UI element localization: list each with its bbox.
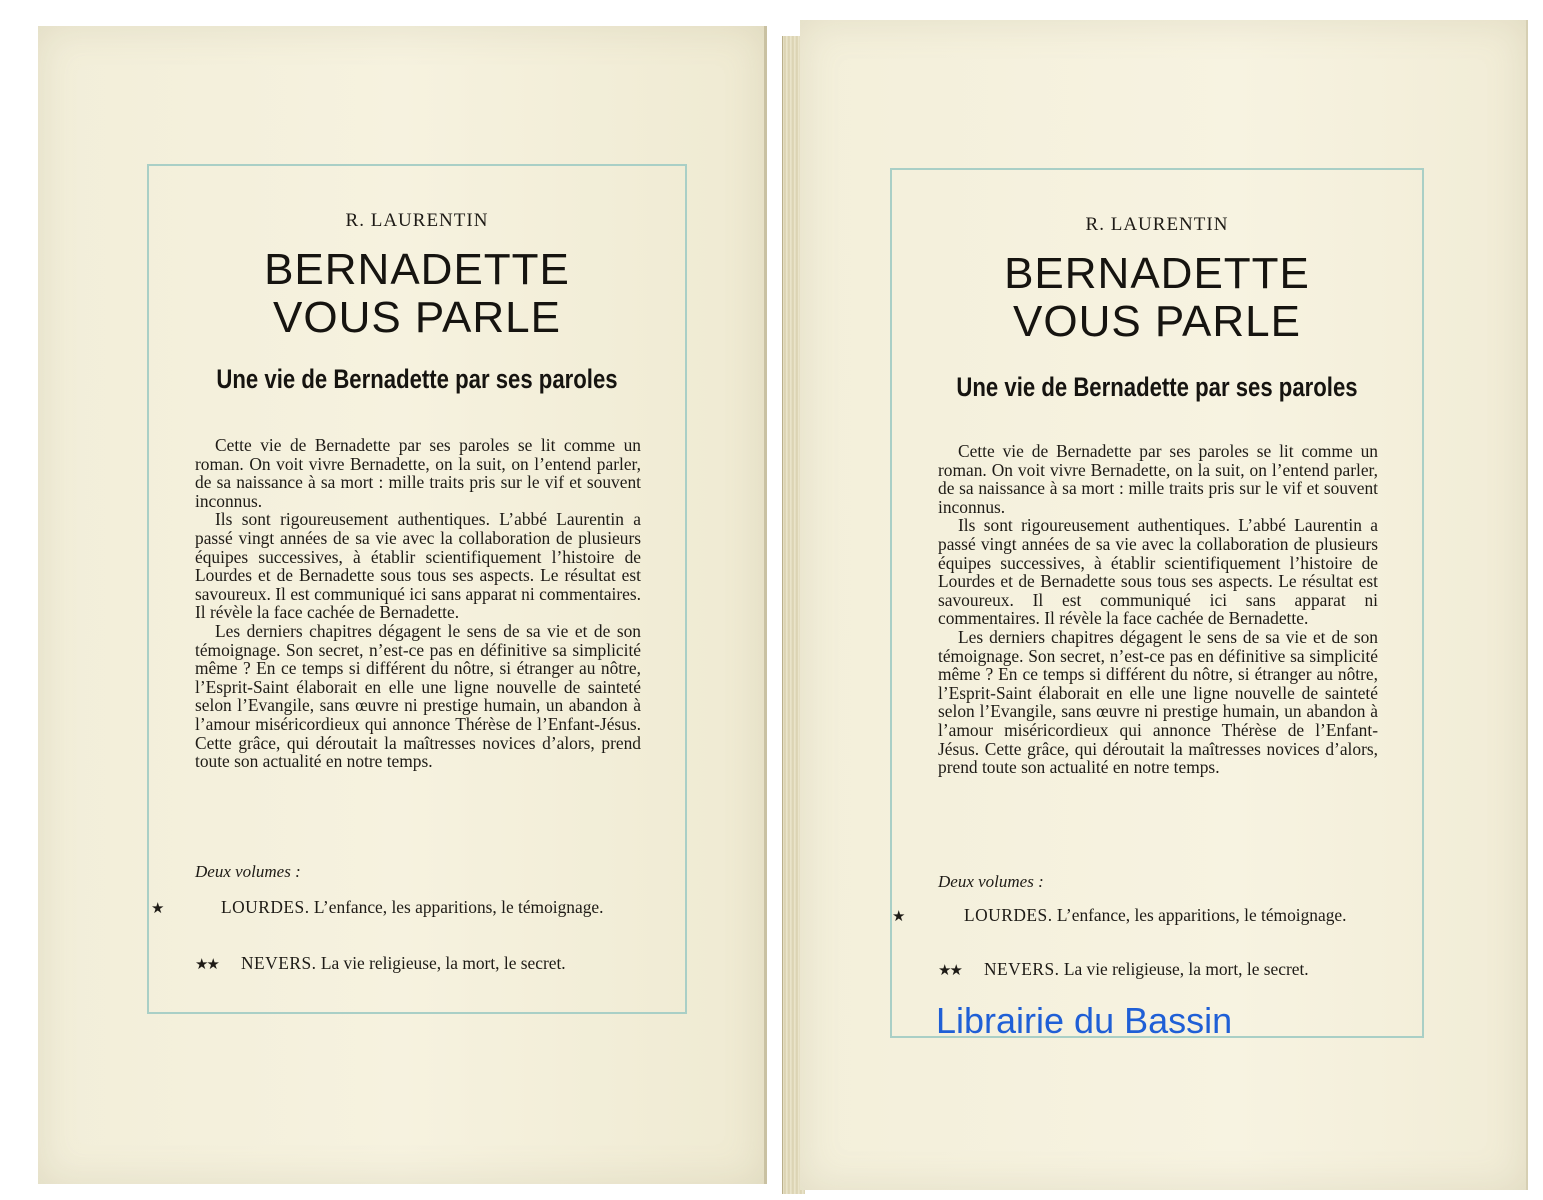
volume-name: LOURDES. [964, 905, 1053, 925]
right-cover-text-panel [890, 168, 1424, 1038]
blurb-paragraph: Ils sont rigoureusement authentiques. L’abbé Laurentin a passé vingt années de sa vie avec la collaboration de plusieurs équipes successives, à établir scientifiquement l’histoire de Lourdes et de Bernadette sous tous ses aspects. Le résultat est savoureux. Il est communiqué ici sans apparat ni commentaires. Il révèle la face cachée de Bernadette. [195, 509, 641, 623]
title-line-1: BERNADETTE [1004, 249, 1310, 298]
author-name: R. LAURENTIN [345, 210, 489, 231]
left-cover-text-panel [147, 164, 687, 1014]
blurb-paragraph: Les derniers chapitres dégagent le sens de sa vie et de son témoignage. Son secret, n’est-ce pas en définitive sa simplicité même ? En ce temps si différent du nôtre, si étranger au nôtre, l’Esprit-Saint élaborait en elle une ligne nouvelle de sainteté selon l’Evangile, sans œuvre ni prestige humain, un abandon à l’amour miséricordieux qui annonce Thérèse de l’Enfant-Jésus. Cette grâce, qui déroutait la maîtresses novices d’alors, prend toute son actualité en notre temps. [195, 620, 641, 772]
volume-description: La vie religieuse, la mort, le secret. [1063, 959, 1309, 979]
volume-name: NEVERS. [984, 959, 1060, 979]
book-title [892, 250, 1422, 346]
volume-description: La vie religieuse, la mort, le secret. [320, 953, 566, 973]
volume-description: L’enfance, les apparitions, le témoignage. [313, 897, 604, 917]
star-icon: ★ [151, 901, 165, 917]
blurb-paragraph: Les derniers chapitres dégagent le sens de sa vie et de son témoignage. Son secret, n’est-ce pas en définitive sa simplicité même ? En ce temps si différent du nôtre, si étranger au nôtre, l’Esprit-Saint élaborait en elle une ligne nouvelle de sainteté selon l’Evangile, sans œuvre ni prestige humain, un abandon à l’amour miséricordieux qui annonce Thérèse de l’Enfant-Jésus. Cette grâce, qui déroutait la maîtresses novices d’alors, prend toute son actualité en notre temps. [938, 626, 1378, 778]
volume-item [195, 954, 641, 975]
title-line-2: VOUS PARLE [273, 293, 561, 342]
blurb-paragraph: Ils sont rigoureusement authentiques. L’abbé Laurentin a passé vingt années de sa vie avec la collaboration de plusieurs équipes successives, à établir scientifiquement l’histoire de Lourdes et de Bernadette sous tous ses aspects. Le résultat est savoureux. Il est communiqué ici sans apparat ni commentaires. Il révèle la face cachée de Bernadette. [938, 515, 1378, 629]
book-subtitle: Une vie de Bernadette par ses paroles [956, 372, 1358, 402]
volume-item [892, 905, 1378, 927]
volume-description: L’enfance, les apparitions, le témoignage. [1056, 905, 1347, 925]
blurb-paragraph: Cette vie de Bernadette par ses paroles se lit comme un roman. On voit vivre Bernadette, on la suit, on l’entend parler, de sa naissance à sa mort : mille traits pris sur le vif et souvent inconnus. [195, 435, 641, 511]
volume-name: LOURDES. [221, 897, 310, 917]
star-icon: ★★ [195, 957, 218, 973]
title-line-1: BERNADETTE [264, 245, 570, 294]
volumes-label: Deux volumes : [938, 872, 1044, 891]
blurb-paragraph: Cette vie de Bernadette par ses paroles se lit comme un roman. On voit vivre Bernadette, on la suit, on l’entend parler, de sa naissance à sa mort : mille traits pris sur le vif et souvent inconnus. [938, 441, 1378, 517]
title-line-2: VOUS PARLE [1013, 297, 1301, 346]
star-icon: ★★ [938, 963, 961, 979]
star-icon: ★ [892, 909, 906, 925]
volume-item [938, 960, 1378, 981]
volume-name: NEVERS. [241, 953, 317, 973]
author-name: R. LAURENTIN [1085, 214, 1229, 235]
blurb-text [195, 436, 641, 771]
volumes-label: Deux volumes : [195, 862, 301, 881]
watermark-text: Librairie du Bassin [936, 1000, 1233, 1041]
blurb-text [938, 442, 1378, 777]
volume-item [151, 897, 641, 919]
book-subtitle: Une vie de Bernadette par ses paroles [216, 364, 618, 394]
book-title [149, 246, 685, 342]
